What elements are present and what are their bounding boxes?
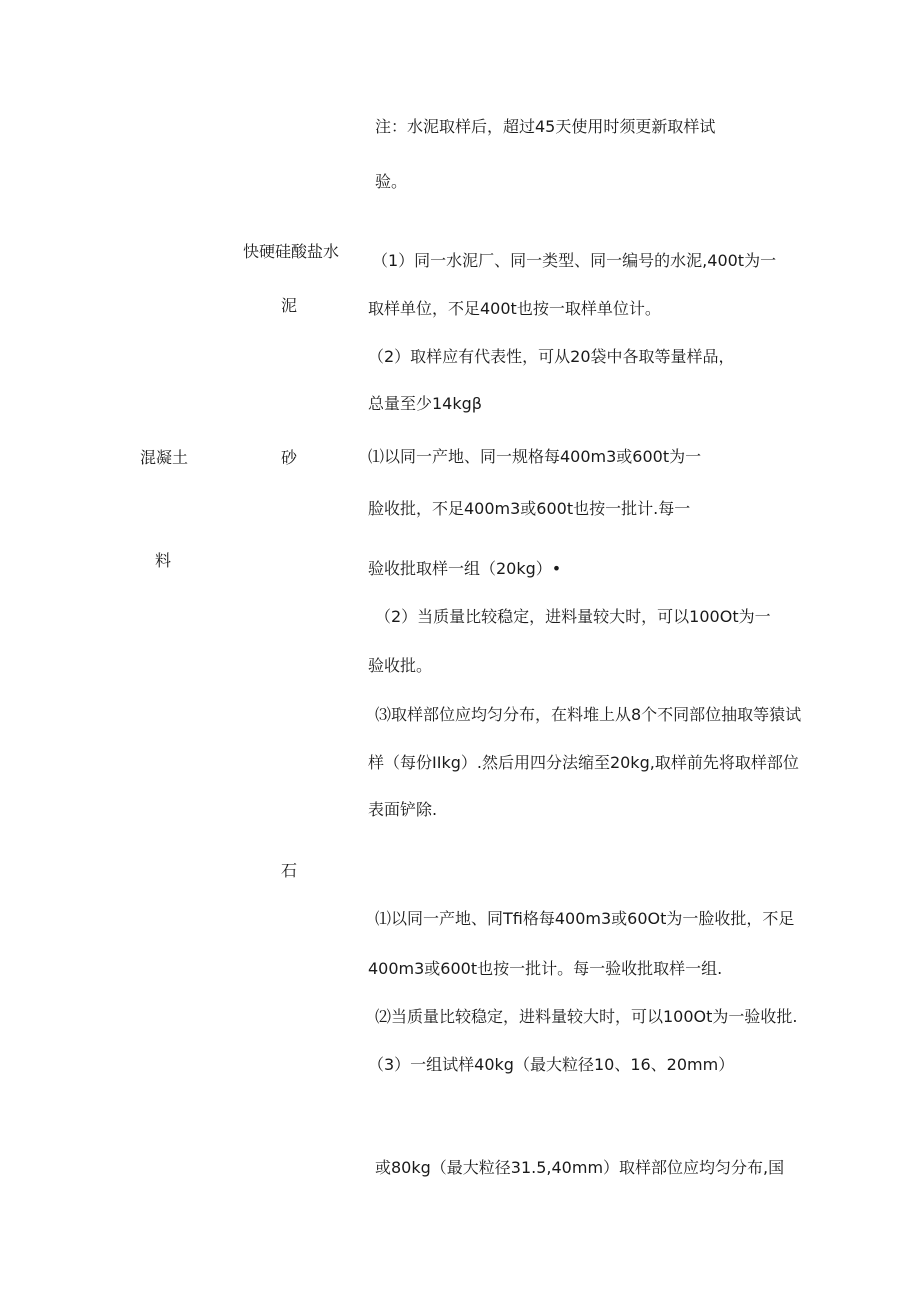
stone-p1-line-1: ⑴以同一产地、同Tfi格每400m3或60Ot为一脸收批，不足: [375, 909, 795, 928]
stone-p3-line-1: （3）一组试样40kg（最大粒径10、16、20mm）: [368, 1055, 735, 1074]
sand-p3-line-2: 样（每份IIkg）.然后用四分法缩至20kg,取样前先将取样部位: [368, 753, 799, 772]
sand-p3-line-1: ⑶取样部位应均匀分布，在料堆上从8个不同部位抽取等猿试: [375, 705, 802, 724]
item-cement-line-2: 泥: [281, 296, 298, 315]
note-line-2: 验。: [375, 172, 408, 191]
stone-p1-line-2: 400m3或600t也按一批计。每一验收批取样一组.: [368, 959, 723, 978]
sand-p2-line-1: （2）当质量比较稳定，进料量较大时，可以100Ot为一: [375, 607, 771, 626]
item-sand: 砂: [281, 448, 298, 467]
sand-p2-line-2: 验收批。: [368, 656, 433, 675]
cement-p2-line-2: 总量至少14kgβ: [368, 394, 482, 413]
sand-p1-line-1: ⑴以同一产地、同一规格每400m3或600t为一: [368, 447, 702, 466]
item-stone: 石: [281, 861, 298, 880]
item-cement-line-1: 快硬硅酸盐水: [243, 242, 340, 261]
stone-p2-line-1: ⑵当质量比较稳定，进料量较大时，可以100Ot为一验收批.: [375, 1007, 798, 1026]
sand-p3-line-3: 表面铲除.: [368, 800, 438, 819]
stone-p3-line-2: 或80kg（最大粒径31.5,40mm）取样部位应均匀分布,国: [375, 1158, 785, 1177]
note-line-1: 注：水泥取样后，超过45天使用时须更新取样试: [375, 117, 716, 136]
sand-p1-line-3: 验收批取样一组（20kg）•: [368, 559, 562, 578]
sand-p1-line-2: 脸收批，不足400m3或600t也按一批计.每一: [368, 499, 691, 518]
cement-p1-line-1: （1）同一水泥厂、同一类型、同一编号的水泥,400t为一: [372, 251, 777, 270]
cement-p2-line-1: （2）取样应有代表性，可从20袋中各取等量样品，: [368, 347, 735, 366]
category-label-line-1: 混凝土: [140, 448, 189, 467]
cement-p1-line-2: 取样单位，不足400t也按一取样单位计。: [368, 299, 661, 318]
category-label-line-2: 料: [155, 551, 172, 570]
